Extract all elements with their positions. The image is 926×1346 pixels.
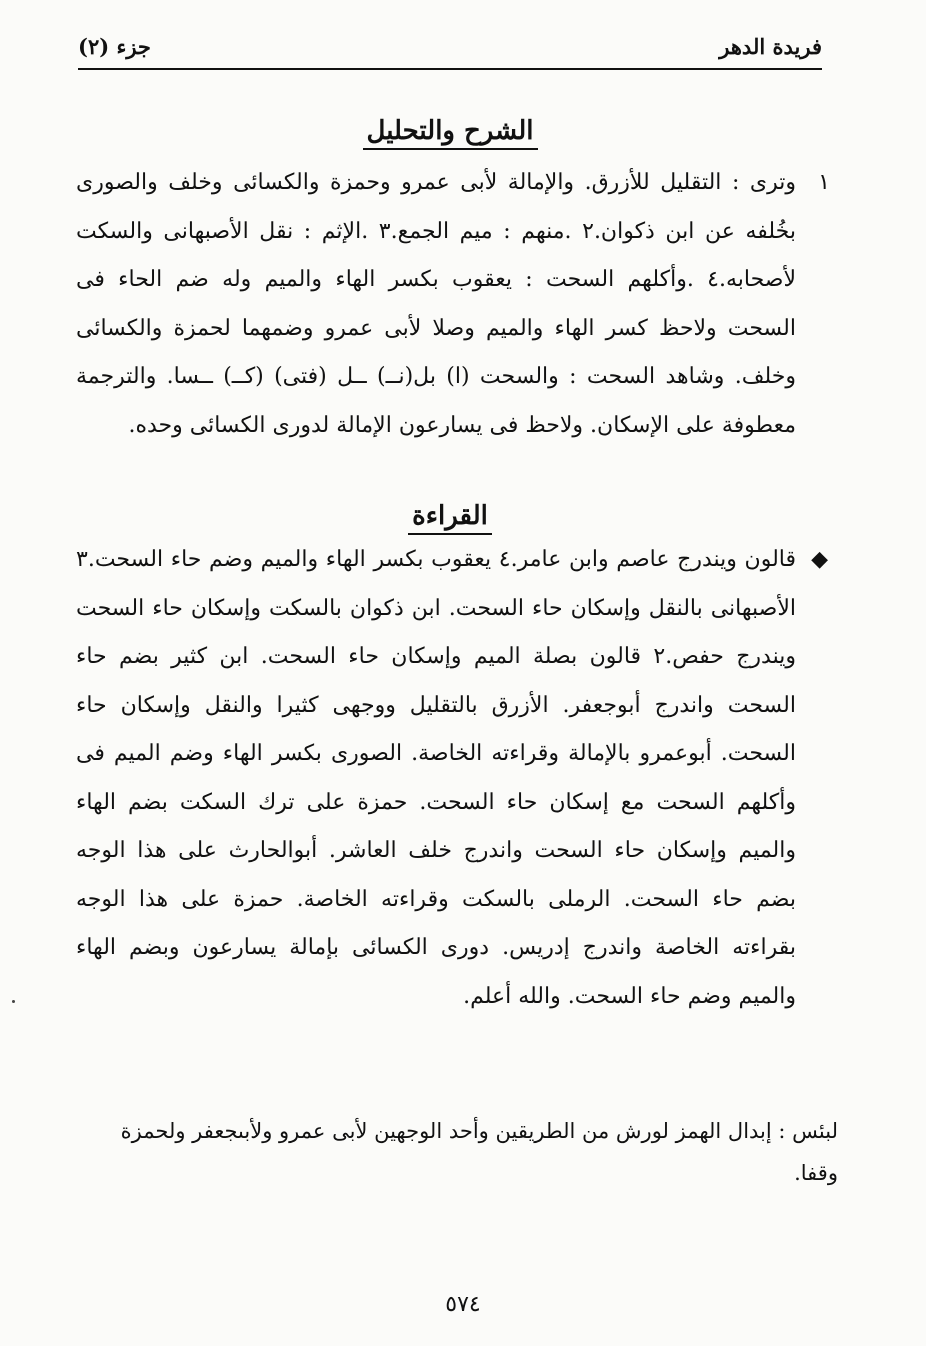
page-number: ٥٧٤ (445, 1292, 481, 1317)
part-label: جزء (٢) (78, 34, 151, 59)
footnote: لبئس : إبدال الهمز لورش من الطريقين وأحد الوجهين لأبى عمرو ولأبىجعفر ولحمزة وقفا. (120, 1119, 838, 1185)
qiraah-heading-text: القراءة (408, 501, 492, 535)
book-title: فريدة الدهر (719, 34, 822, 59)
diamond-bullet-icon: ◆ (811, 547, 828, 572)
qiraah-heading (78, 501, 822, 531)
header-divider (78, 68, 822, 70)
qiraah-paragraph: قالون ويندرج عاصم وابن عامر.٤ يعقوب بكسر الهاء والميم وضم حاء السحت.٣ الأصبهانى بالنقل وإسكان حاء السحت. ابن ذكوان بالسكت وإسكان حاء السحت ويندرج حفص.٢ قالون بصلة الميم وإسكان حاء السحت. ابن كثير بضم حاء السحت واندرج أبوجعفر. الأزرق بالتقليل ووجهى كثيرا والنقل وإسكان حاء السحت. أبوعمرو بالإمالة وقراءته الخاصة. الصورى بكسر الهاء وضم الميم فى وأكلهم السحت مع إسكان حاء السحت. حمزة على ترك السكت بضم الهاء والميم وإسكان حاء السحت واندرج خلف العاشر. أبوالحارث على هذا الوجه بضم حاء السحت. الرملى بالسكت وقراءته الخاصة. حمزة على هذا الوجه بقراءته الخاصة واندرج إدريس. دورى الكسائى بإمالة يسارعون وبضم الهاء والميم وضم حاء السحت. والله أعلم. (76, 547, 796, 1009)
running-header (78, 34, 822, 68)
sharh-paragraph: وترى : التقليل للأزرق. والإمالة لأبى عمرو وحمزة والكسائى وخلف والصورى بخُلفه عن ابن ذكوان.٢ .منهم : ميم الجمع.٣ .الإثم : نقل الأصبهانى والسكت لأصحابه.٤ .وأكلهم السحت : يعقوب بكسر الهاء والميم وله ضم الحاء فى السحت ولاحظ كسر الهاء والميم وصلا لأبى عمرو وضمهما لحمزة والكسائى وخلف. وشاهد السحت : والسحت (ا) بل(نــ) ــل (فتى) (كــ) ــسا. والترجمة معطوفة على الإسكان. ولاحظ فى يسارعون الإمالة لدورى الكسائى وحده. (76, 170, 796, 438)
paragraph-number: ١ (818, 170, 830, 195)
scan-speck (12, 1000, 15, 1003)
sharh-heading-text: الشرح والتحليل (363, 116, 538, 150)
sharh-heading (78, 116, 822, 146)
